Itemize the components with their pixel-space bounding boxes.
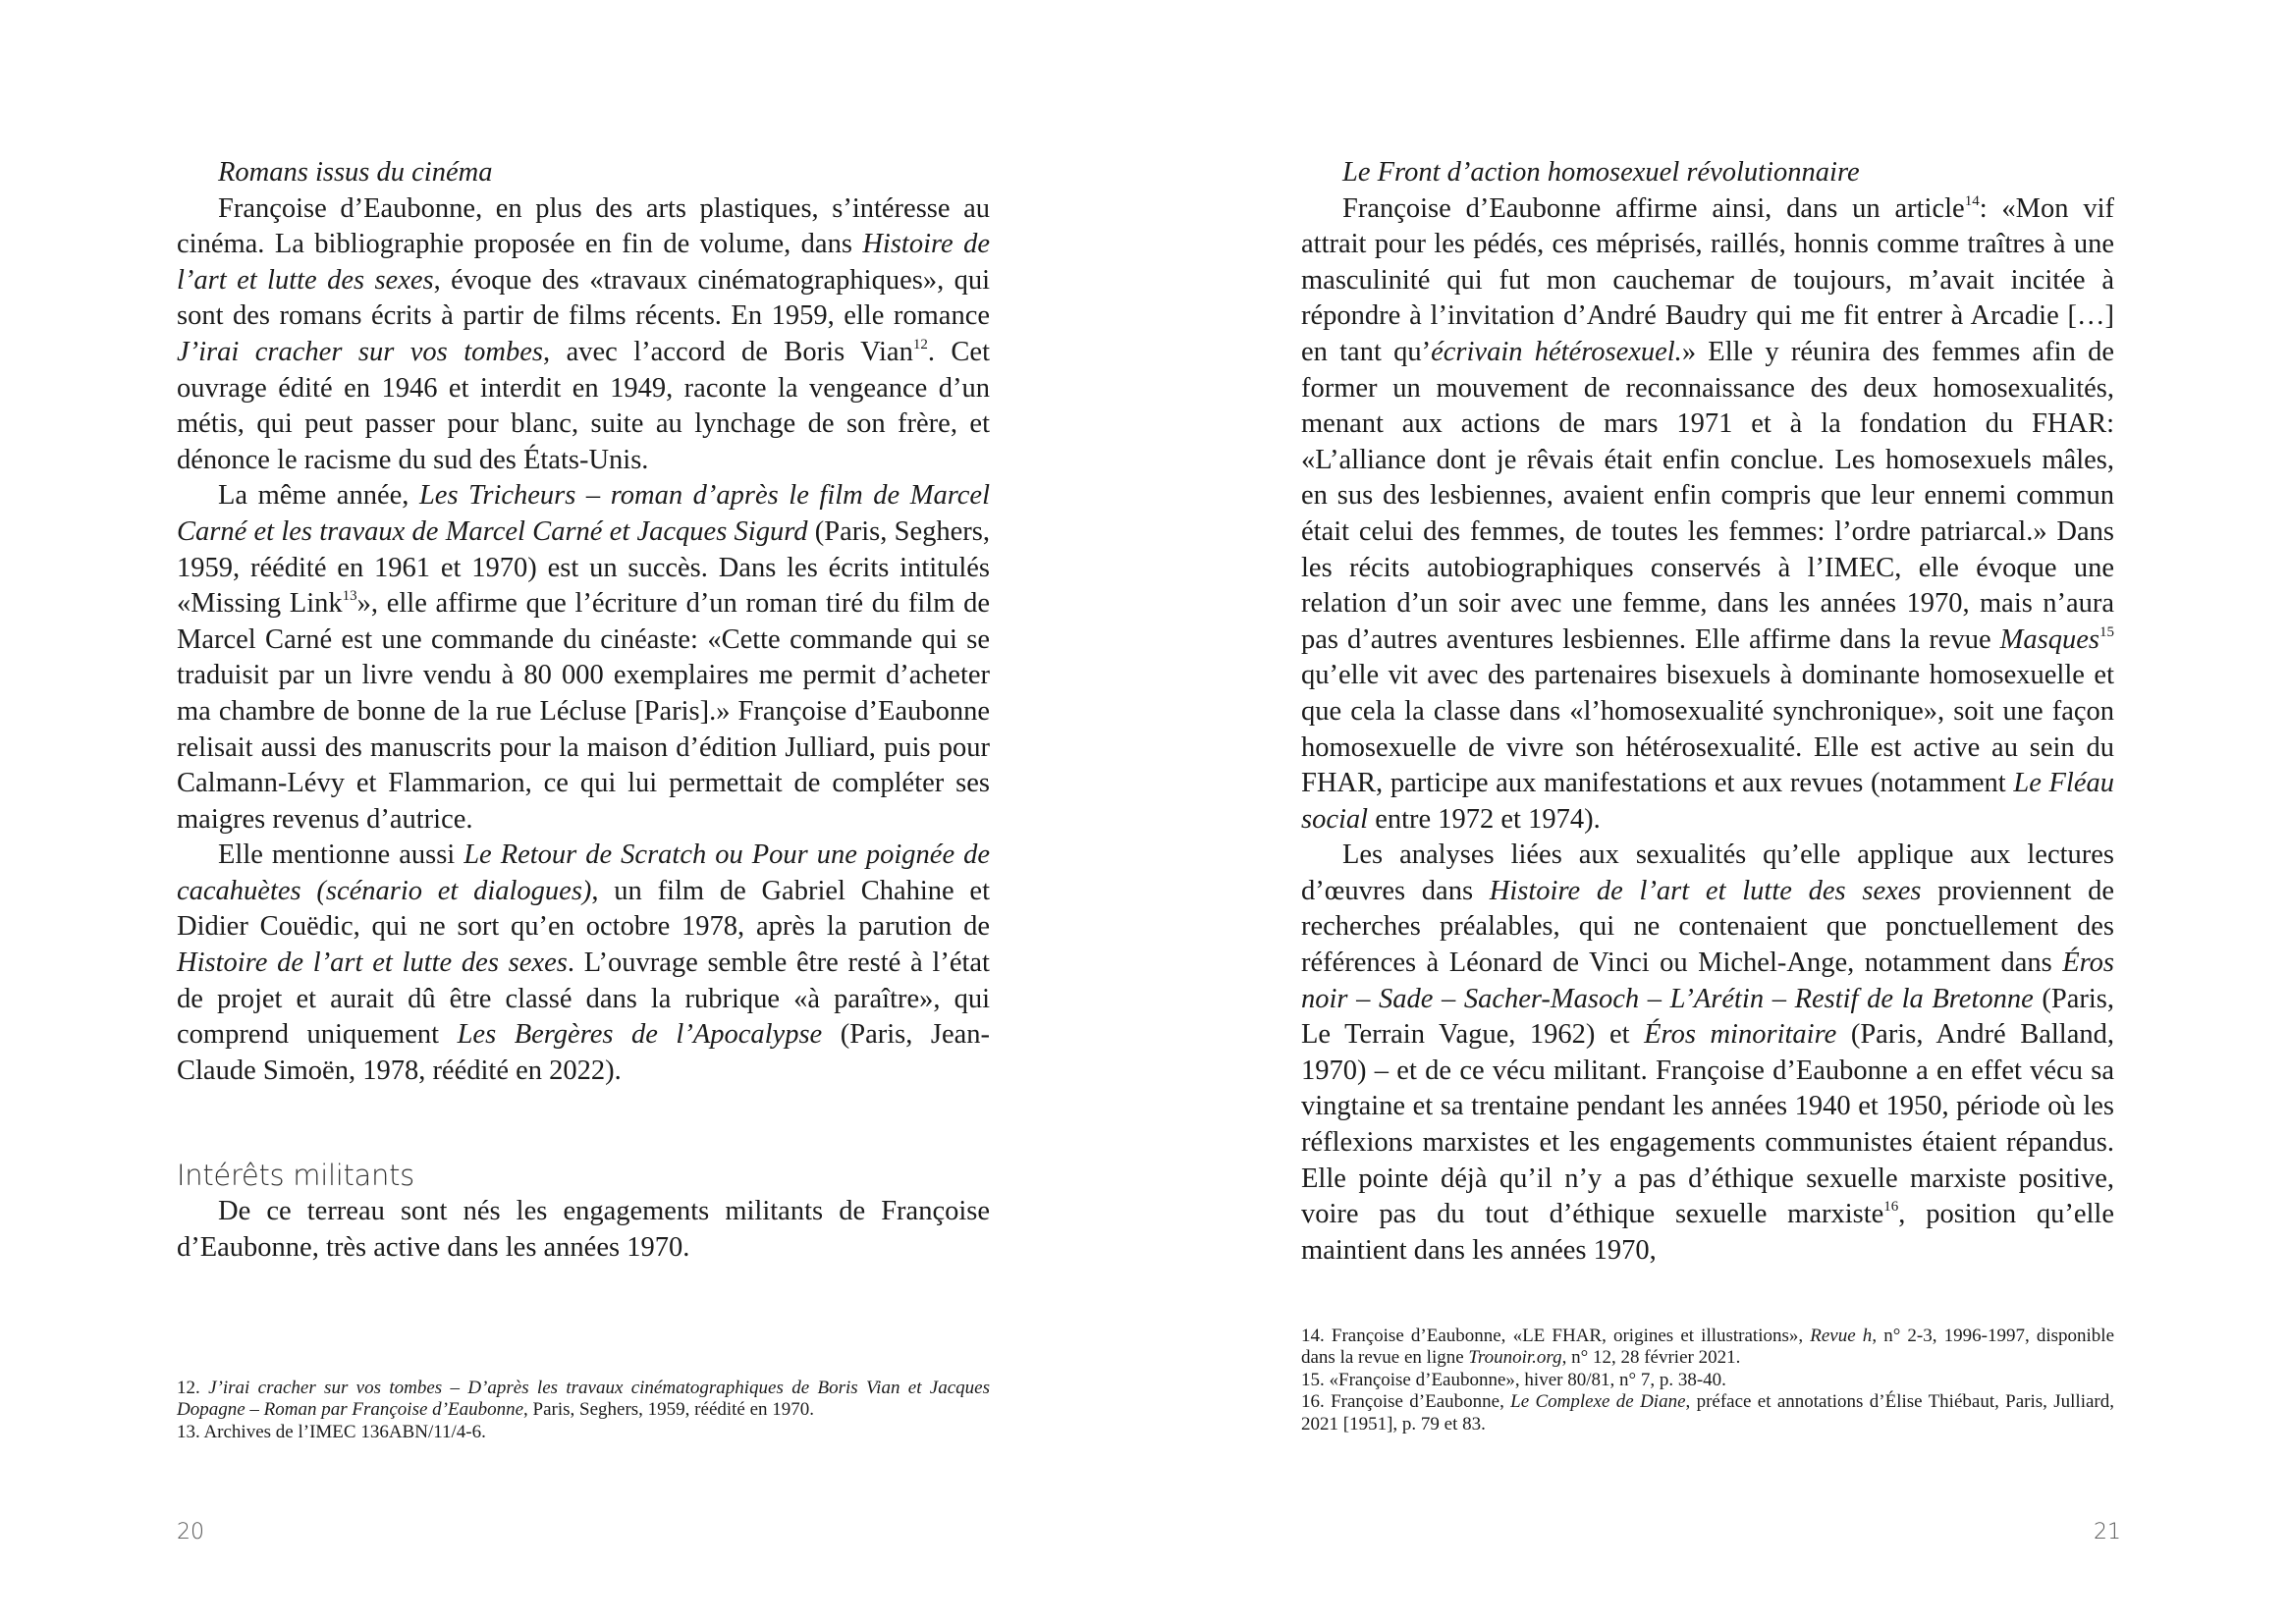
text: . Cet ouvrage édité en 1946 et interdit en 1949, raconte la vengeance d’un métis, qui peut passer pour blanc, suite au lynchage de son frère, et dénonce le racisme du sud des États-Unis. [177,336,990,475]
text: Françoise d’Eaubonne affirme ainsi, dans un article [1342,192,1965,224]
footnote-number: 15. [1301,1369,1330,1390]
left-page-footnotes [177,1378,990,1443]
text: (Paris, André Balland, 1970) – et de ce vécu militant. Françoise d’Eaubonne a en effet vécu sa vingtaine et sa trentaine pendant les années 1940 et 1950, période où les réflexions marxistes et les engagements communistes étaient répandus. Elle pointe déjà qu’il n’y a pas d’éthique sexuelle marxiste positive, voire pas du tout d’éthique sexuelle marxiste [1301,1019,2114,1230]
text: , un film de Gabriel Chahine et Didier Couëdic, qui ne sort qu’en octobre 1978, après la parution de [177,875,990,943]
text: proviennent de recherches préalables, qui ne contenaient que ponctuellement des références à Léonard de Vinci ou Michel-Ange, notamment dans [1301,875,2115,979]
subheading-fhar: Le Front d’action homosexuel révolutionnaire [1342,157,1860,188]
text: , Paris, Seghers, 1959, réédité en 1970. [523,1399,815,1421]
text: , préface et annotations d’Élise Thiébaut, Paris, Julliard, 2021 [1951], p. 79 et 83. [1301,1391,2114,1435]
journal-title: Le Fléau social [1301,768,2114,835]
page-number-left: 20 [177,1520,204,1544]
book-title: J’irai cracher sur vos tombes – D’après les travaux cinématographiques de Boris Vian et Jacques Dopagne – Roman par Françoise d’Eaubonne [177,1378,991,1421]
footnote-12 [177,1378,990,1422]
text: Françoise d’Eaubonne, en plus des arts plastiques, s’intéresse au cinéma. La bibliographie proposée en fin de volume, dans [177,192,990,260]
film-title: Le Retour de Scratch ou Pour une poignée de cacahuètes (scénario et dialogues) [177,839,990,906]
text: , évoque des «travaux cinématographiques», qui sont des romans écrits à partir de films récents. En 1959, elle romance [177,264,991,332]
journal-title: Masques [1999,623,2099,655]
footnote-ref-14[interactable]: 14 [1964,192,1980,209]
right-page-footnotes [1301,1326,2114,1435]
paragraph [177,478,990,838]
book-title: Histoire de l’art et lutte des sexes [177,947,568,979]
text: », elle affirme que l’écriture d’un roman tiré du film de Marcel Carné est une commande du cinéaste: «Cette commande qui se traduisit par un livre vendu à 80 000 exemplaires me permit d’acheter ma chambre de bonne de la rue Lécluse [Paris].» Françoise d’Eaubonne relisait aussi des manuscrits pour la maison d’édition Julliard, puis pour Calmann-Lévy et Flammarion, ce qui lui permettait de compléter ses maigres revenus d’autrice. [177,588,990,835]
text: , avec l’accord de Boris Vian [542,336,913,367]
subheading-romans-issus-du-cinema: Romans issus du cinéma [218,157,493,188]
book-title: Éros noir – Sade – Sacher-Masoch – L’Arétin – Restif de la Bretonne [1301,947,2114,1014]
emphasis: écrivain hétérosexuel. [1431,336,1682,367]
text: : «Mon vif attrait pour les pédés, ces méprisés, raillés, honnis comme traîtres à une masculinité qui fut mon cauchemar de toujours, m’avait incitée à répondre à l’invitation d’André Baudry qui me fit entrer à Arcadie […] en tant qu’ [1301,192,2115,367]
book-title: J’irai cracher sur vos tombes [177,336,543,367]
book-title: Le Complexe de Diane [1510,1391,1686,1413]
text: Les analyses liées aux sexualités qu’elle applique aux lectures d’œuvres dans [1301,839,2114,906]
footnote-ref-12[interactable]: 12 [912,336,928,352]
journal-title: Revue h [1810,1326,1873,1346]
section-heading-interets-militants: Intérêts militants [177,1159,414,1193]
text: (Paris, Seghers, 1959, réédité en 1961 et 1970) est un succès. Dans les écrits intitulés «Missing Link [177,515,990,620]
footnote-16 [1301,1391,2114,1435]
text: , n° 12, 28 février 2021. [1561,1347,1741,1369]
footnote-number: 16. [1301,1391,1332,1413]
footnote-13 [177,1422,990,1443]
right-page [1144,0,2289,1624]
text: Françoise d’Eaubonne, «LE FHAR, origines et illustrations», [1331,1326,1811,1346]
section-spacer [177,1089,990,1158]
footnote-15 [1301,1370,2114,1391]
paragraph: De ce terreau sont nés les engagements militants de Françoise d’Eaubonne, très active dans les années 1970. [177,1196,990,1263]
text: » Elle y réunira des femmes afin de former un mouvement de reconnaissance des deux homosexualités, menant aux actions de mars 1971 et à la fondation du FHAR: «L’alliance dont je rêvais était enfin conclue. Les homosexuels mâles, en sus des lesbiennes, avaient enfin compris que leur ennemi commun était celui des femmes, de toutes les femmes: l’ordre patriarcal.» Dans les récits autobiographiques conservés à l’IMEC, elle évoque une relation d’un soir avec une femme, dans les années 1970, mais n’aura pas d’autres aventures lesbiennes. Elle affirme dans la revue [1301,336,2114,655]
text: qu’elle vit avec des partenaires bisexuels à dominante homosexuelle et que cela la classe dans «l’homosexualité synchronique», soit une façon homosexuelle de vivre son hétérosexualité. Elle est active au sein du FHAR, participe aux manifestations et aux revues (notamment [1301,660,2114,799]
book-title: Histoire de l’art et lutte des sexes [1489,875,1922,906]
left-page-body [177,155,990,1266]
text: Elle mentionne aussi [218,839,464,871]
website-name: Trounoir.org [1468,1347,1562,1369]
text: , position qu’elle maintient dans les années 1970, [1301,1199,2114,1266]
footnote-ref-16[interactable]: 16 [1883,1199,1899,1216]
text: La même année, [218,480,419,512]
footnote-number: 13. [177,1421,204,1442]
text: . L’ouvrage semble être resté à l’état de projet et aurait dû être classé dans la rubrique «à paraître», qui comprend uniquement [177,947,990,1051]
text: (Paris, Jean-Claude Simoën, 1978, réédité en 2022). [177,1019,991,1086]
book-title: Éros minoritaire [1644,1019,1837,1051]
footnote-number: 12. [177,1378,209,1398]
page-number-right: 21 [2094,1520,2121,1544]
book-title: Les Tricheurs – roman d’après le film de Marcel Carné et les travaux de Marcel Carné et Jacques Sigurd [177,480,991,547]
book-title: Histoire de l’art et lutte des sexes [177,229,990,296]
text: Archives de l’IMEC 136ABN/11/4-6. [203,1421,486,1442]
text: Françoise d’Eaubonne, [1331,1391,1511,1413]
paragraph [1301,191,2114,839]
left-page [0,0,1144,1624]
book-title: Les Bergères de l’Apocalypse [457,1019,823,1051]
paragraph [1301,838,2114,1269]
text: entre 1972 et 1974). [1368,803,1601,835]
text: (Paris, Le Terrain Vague, 1962) et [1301,983,2114,1051]
footnote-ref-15[interactable]: 15 [2099,623,2114,640]
footnote-14 [1301,1326,2114,1370]
right-page-body [1301,155,2114,1269]
footnote-ref-13[interactable]: 13 [342,588,357,605]
footnote-number: 14. [1301,1326,1332,1346]
paragraph [177,838,990,1089]
text: , n° 2-3, 1996-1997, disponible dans la revue en ligne [1301,1326,2115,1369]
paragraph [177,191,990,479]
text: «Françoise d’Eaubonne», hiver 80/81, n° 7, p. 38-40. [1329,1369,1726,1390]
